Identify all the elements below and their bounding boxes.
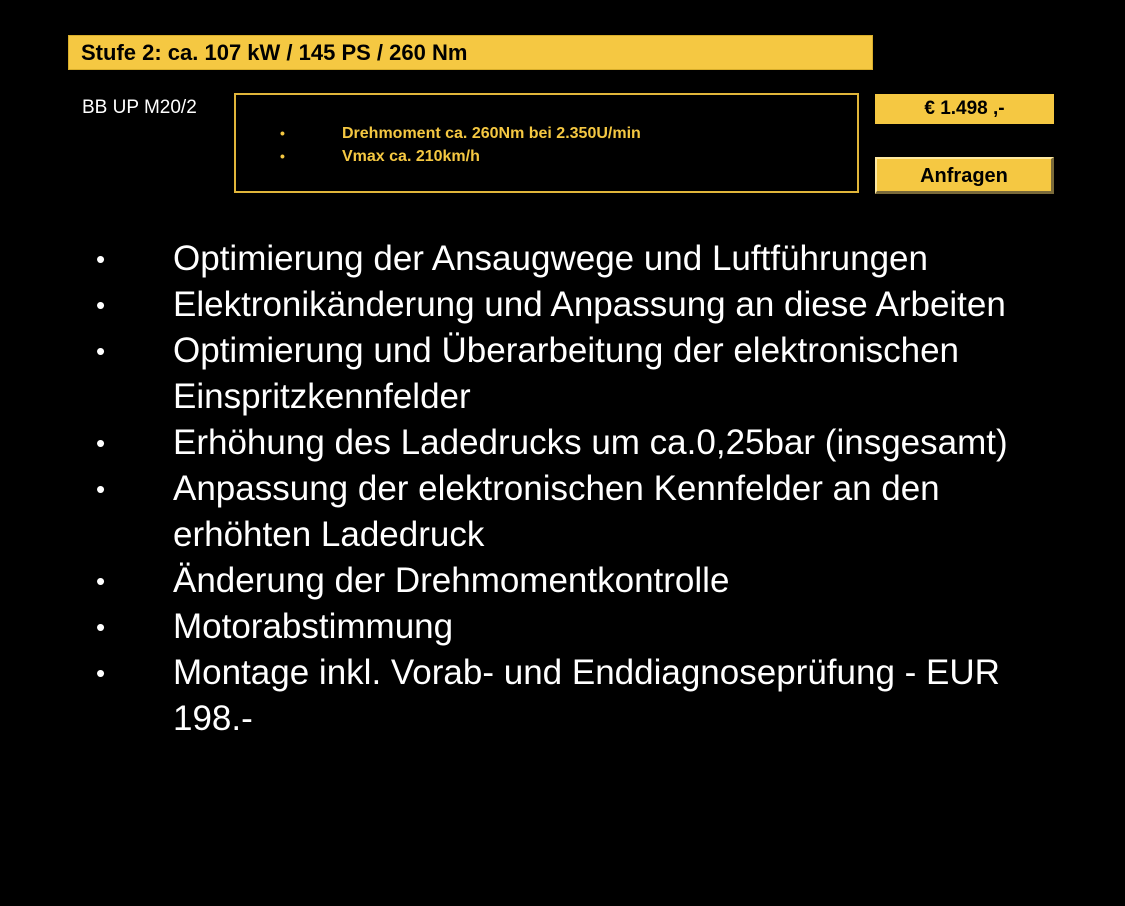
model-code: BB UP M20/2 bbox=[82, 97, 197, 118]
bullet-icon: • bbox=[96, 428, 106, 458]
bullet-icon: • bbox=[96, 612, 106, 642]
feature-text: Anpassung der elektronischen Kennfelder an den erhöhten Ladedruck bbox=[173, 469, 940, 554]
feature-item bbox=[0, 328, 1125, 420]
feature-text: Erhöhung des Ladedrucks um ca.0,25bar (insgesamt) bbox=[173, 423, 1008, 462]
spec-text: Vmax ca. 210km/h bbox=[342, 148, 480, 165]
feature-text: Elektronikänderung und Anpassung an diese Arbeiten bbox=[173, 285, 1006, 324]
feature-text: Optimierung der Ansaugwege und Luftführungen bbox=[173, 239, 928, 278]
feature-text: Änderung der Drehmomentkontrolle bbox=[173, 561, 730, 600]
price-badge: € 1.498 ,- bbox=[875, 94, 1054, 124]
feature-item bbox=[0, 466, 1125, 558]
feature-item bbox=[0, 420, 1125, 466]
feature-item bbox=[0, 236, 1125, 282]
bullet-icon: • bbox=[96, 290, 106, 320]
stage-title-bar bbox=[68, 35, 873, 70]
bullet-icon: • bbox=[96, 566, 106, 596]
bullet-icon: • bbox=[96, 336, 106, 366]
spec-text: Drehmoment ca. 260Nm bei 2.350U/min bbox=[342, 125, 641, 142]
bullet-icon: • bbox=[280, 148, 285, 164]
spec-list bbox=[236, 122, 857, 168]
feature-text: Motorabstimmung bbox=[173, 607, 454, 646]
spec-box bbox=[234, 93, 859, 193]
spec-item bbox=[236, 122, 857, 145]
bullet-icon: • bbox=[96, 474, 106, 504]
spec-item bbox=[236, 145, 857, 168]
feature-item bbox=[0, 604, 1125, 650]
inquire-button[interactable]: Anfragen bbox=[875, 157, 1054, 194]
feature-item bbox=[0, 650, 1125, 742]
bullet-icon: • bbox=[280, 125, 285, 141]
feature-item bbox=[0, 558, 1125, 604]
feature-item bbox=[0, 282, 1125, 328]
bullet-icon: • bbox=[96, 244, 106, 274]
bullet-icon: • bbox=[96, 658, 106, 688]
feature-list bbox=[0, 236, 1125, 742]
feature-text: Montage inkl. Vorab- und Enddiagnoseprüfung - EUR 198.- bbox=[173, 653, 1000, 738]
feature-text: Optimierung und Überarbeitung der elektronischen Einspritzkennfelder bbox=[173, 331, 960, 416]
stage-title: Stufe 2: ca. 107 kW / 145 PS / 260 Nm bbox=[81, 40, 468, 65]
